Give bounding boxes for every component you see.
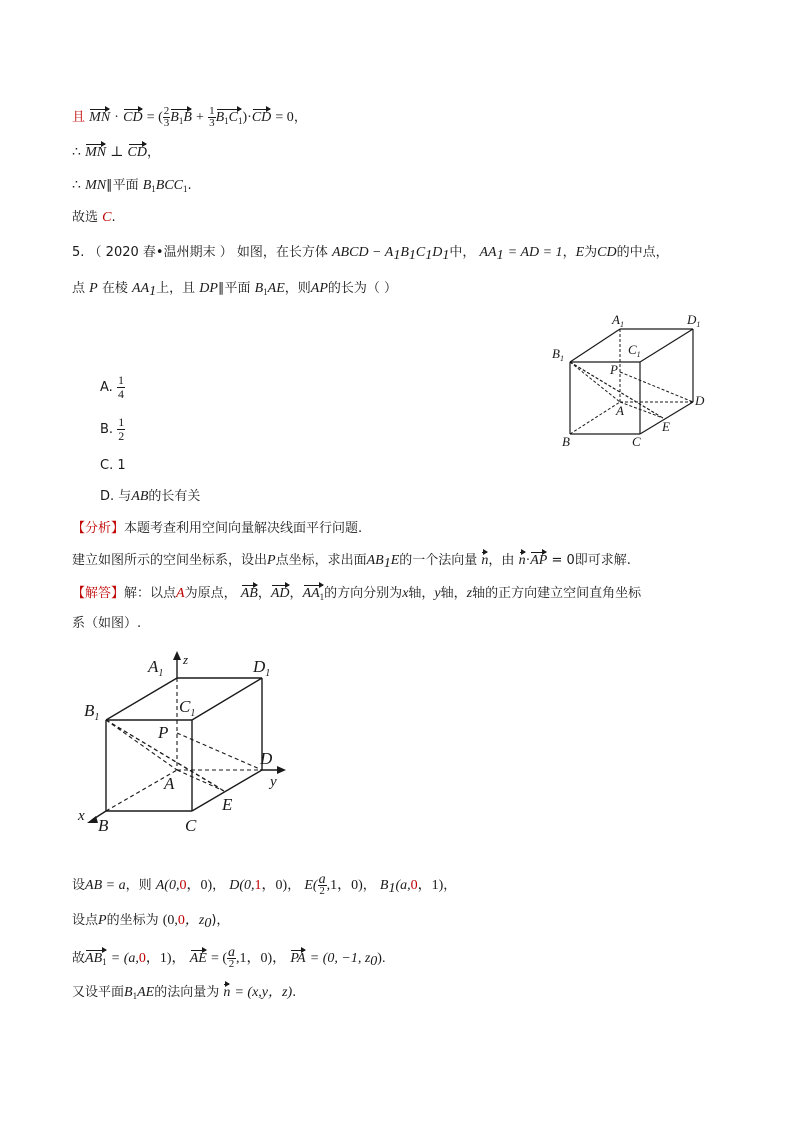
frac-two-thirds: $\frac{2}{3}$ [163, 105, 170, 129]
frac-one-third: $\frac{1}{3}$ [209, 105, 215, 129]
fig1-label-c: C [632, 434, 641, 449]
answer-letter: C [102, 210, 112, 225]
fig1-hidden-edge [570, 402, 620, 434]
intro-line-perpendicular: ∴ MN ⊥ CD， [72, 143, 160, 163]
vector-cd: CD [123, 108, 142, 128]
solution-line-1: 【解答】解：以点A为原点， AB，AD，$AA_1$的方向分别为x轴，y轴，z轴的正方向建立空间直角坐标 [72, 584, 641, 607]
fig2-label-z: z [183, 652, 189, 667]
fig2-label-x: x [78, 808, 85, 824]
figure-cuboid-question [548, 312, 718, 452]
fig2-edge [192, 678, 262, 720]
option-a[interactable]: A. $\frac{1}{4}$ [100, 373, 124, 401]
coords-line-1: 设AB = a，则 A(0,0，0)， D(0,1，0)， E( $\frac{a}{2}$ ,1，0)， $B_1(a,0$，1)， [72, 872, 457, 897]
fig1-label-p: P [610, 362, 618, 377]
question-number: 5. [72, 245, 85, 260]
fig1-edge [640, 329, 693, 362]
vector-mn: MN [89, 108, 110, 128]
analysis-line-1: 【分析】本题考查利用空间向量解决线面平行问题. [72, 521, 363, 536]
fig2-label-b1: $B_1$ [84, 701, 100, 723]
fig2-label-a1: $A_1$ [148, 657, 164, 679]
solution-tag: 【解答】 [72, 586, 125, 601]
figure-coordinate-system [72, 648, 302, 838]
fig1-label-d: D [695, 393, 705, 408]
fig1-label-b1: $B_1$ [552, 346, 564, 363]
fig2-label-b: B [98, 816, 109, 835]
analysis-line-2: 建立如图所示的空间坐标系，设出P点坐标，求出面$AB_1E$的一个法向量 n，由 n·AP = 0即可求解. [72, 553, 631, 571]
option-c[interactable]: C. 1 [100, 458, 126, 473]
fig1-hidden-edge [620, 402, 663, 418]
intro-conclusion: 故选 C. [72, 210, 116, 225]
coords-line-4: 又设平面$B_1AE$的法向量为 n = (x,y，z). [72, 985, 297, 1001]
question-source: （ 2020 春•温州期末 ） [88, 245, 233, 260]
fig1-label-b: B [562, 434, 570, 449]
fig2-label-y: y [270, 774, 277, 790]
question-line-1: 5. （ 2020 春•温州期末 ） 如图，在长方体 ABCD − $A_1B_1C_1D_1$中， $AA_1$ = AD = 1，E为CD的中点， [72, 245, 669, 263]
fig2-y-arrow [277, 766, 286, 774]
intro-prefix: 且 [72, 110, 86, 125]
fig2-label-a: A [164, 774, 175, 793]
fig2-label-d1: $D_1$ [253, 657, 271, 679]
fig1-label-a: A [616, 403, 624, 418]
fig2-hidden-edge [177, 770, 224, 791]
intro-line-parallel: ∴ MN∥平面 $B_1BCC_1$. [72, 178, 192, 194]
fig2-hidden-edge [177, 733, 262, 770]
fig1-hidden-edge [620, 372, 693, 402]
intro-line-dot-product: 且 MN · CD = ( $\frac{2}{3}$ $B_1B$ + $\frac{1}{3}$ $B_1C_1)\cdot CD = 0$， [72, 105, 307, 129]
fig2-label-e: E [222, 795, 233, 814]
option-d[interactable]: D. 与AB的长有关 [100, 489, 201, 504]
coords-line-2: 设点P的坐标为 (0,0，$z_0$)， [72, 913, 230, 931]
question-line-2: 点 P 在棱 $AA_1$上，且 DP∥平面 $B_1AE$，则AP的长为（ ） [72, 281, 398, 299]
fig1-label-e: E [662, 419, 670, 434]
option-b[interactable]: B. $\frac{1}{2}$ [100, 415, 125, 443]
analysis-tag: 【分析】 [72, 521, 125, 536]
fig2-label-d: D [260, 749, 273, 768]
fig2-edge [106, 678, 177, 720]
fig1-label-d1: $D_1$ [687, 312, 701, 329]
fig1-edge [570, 329, 620, 362]
coords-line-3: 故$AB_1 = (a,0$，1)， AE = ( $\frac{a}{2}$ ,1，0)， PA = (0, −1, $z_0$). [72, 945, 386, 970]
fig2-label-c: C [185, 816, 197, 835]
fig1-label-a1: $A_1$ [612, 312, 624, 329]
fig2-z-arrow [173, 651, 181, 660]
fig1-label-c1: $C_1$ [628, 342, 641, 359]
fig2-label-p: P [158, 723, 169, 742]
fig2-label-c1: $C_1$ [179, 697, 196, 719]
solution-line-2: 系（如图）. [72, 616, 142, 631]
